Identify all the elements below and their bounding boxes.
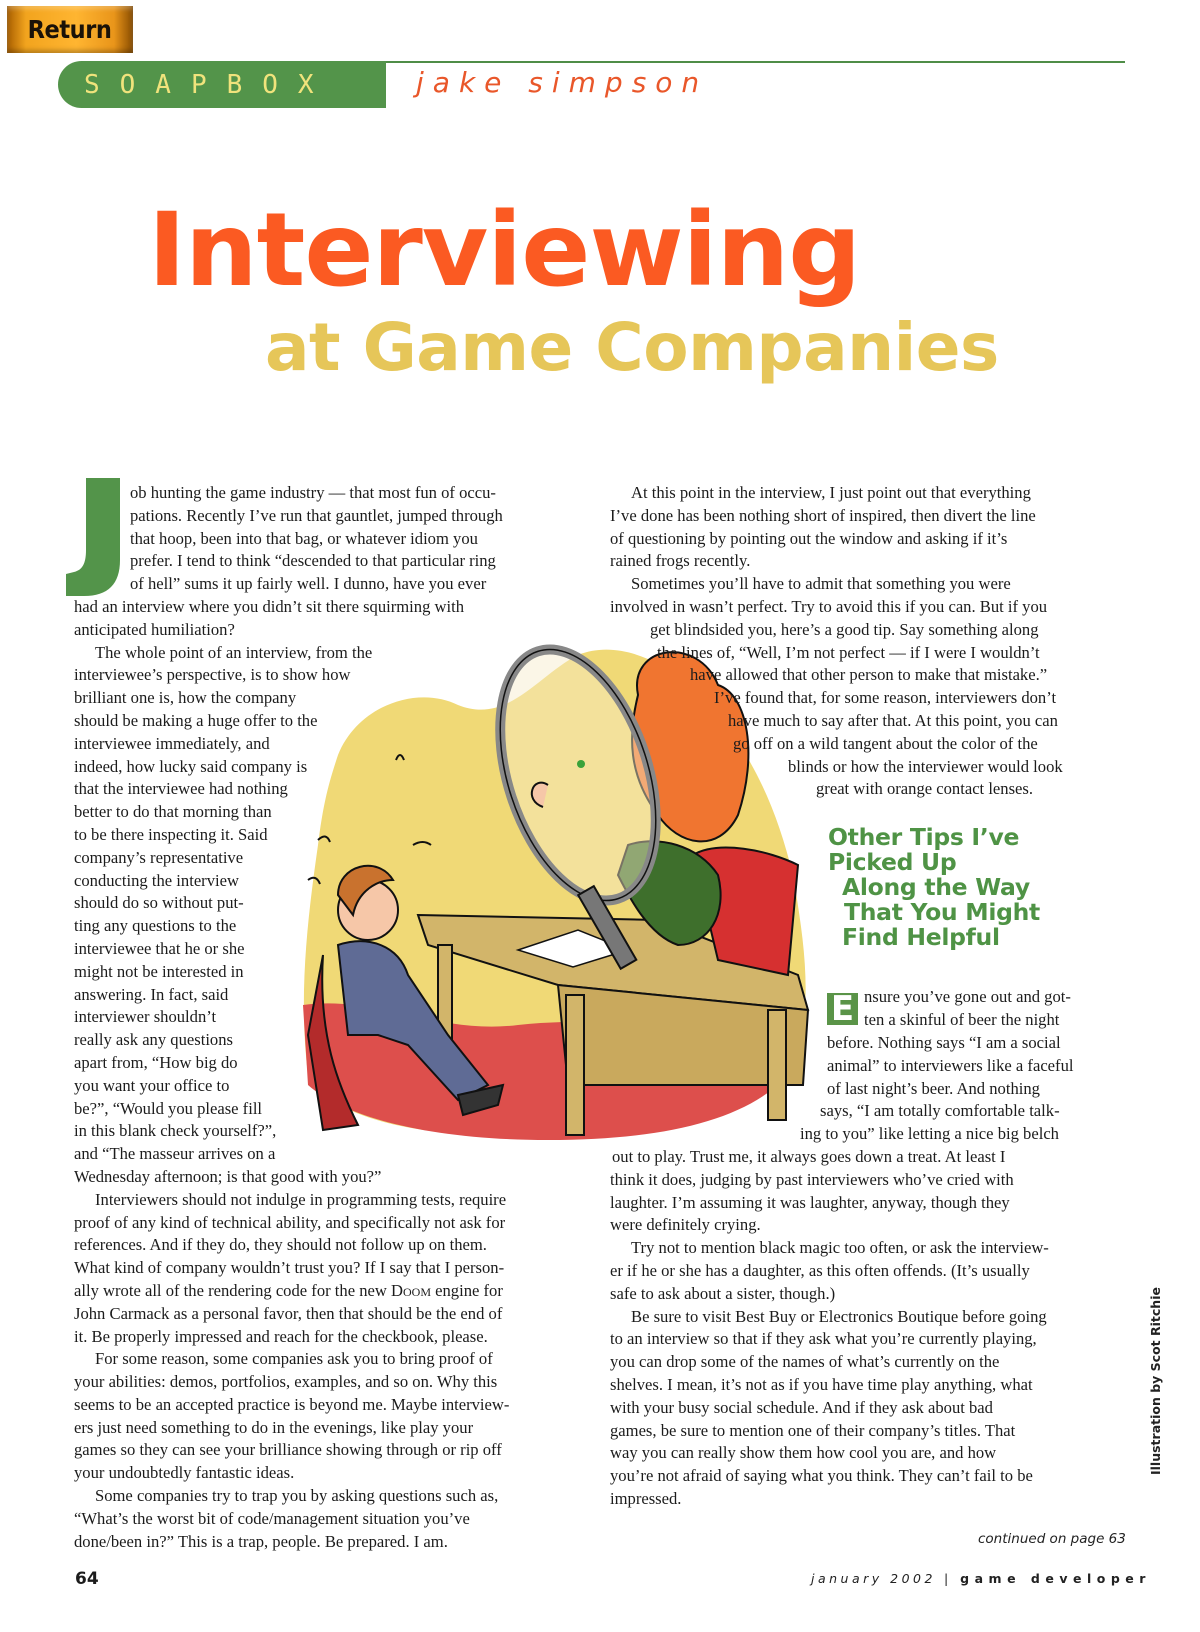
text-line: and “The masseur arrives on a bbox=[74, 1144, 276, 1164]
drop-cap-j bbox=[66, 478, 120, 596]
text-line: Wednesday afternoon; is that good with you?” bbox=[74, 1166, 382, 1186]
text-line: conducting the interview bbox=[74, 870, 239, 890]
text-line: the lines of, “Well, I’m not perfect — if I were I wouldn’t bbox=[657, 642, 1040, 662]
text-line: nsure you’ve gone out and got- bbox=[864, 987, 1071, 1006]
text-line: ob hunting the game industry — that most fun of occu- bbox=[130, 483, 496, 502]
section-label: SOAPBOX bbox=[84, 69, 334, 100]
text-line: apart from, “How big do bbox=[74, 1052, 238, 1072]
text-line: What kind of company wouldn’t trust you? If I say that I person- bbox=[74, 1258, 505, 1278]
text-line: The whole point of an interview, from the bbox=[95, 642, 373, 662]
issue-date: january 2002 bbox=[811, 1571, 936, 1586]
sidebar-heading bbox=[828, 825, 1040, 950]
tips-intro bbox=[864, 986, 1071, 1032]
right-column-top bbox=[610, 482, 1063, 801]
text-line: blinds or how the interviewer would look bbox=[788, 756, 1063, 776]
page-number: 64 bbox=[75, 1569, 99, 1589]
heading-line: That You Might bbox=[844, 898, 1040, 926]
running-footer bbox=[811, 1571, 1151, 1586]
text-line: prefer. I tend to think “descended to that particular ring bbox=[130, 551, 496, 571]
text-line: Try not to mention black magic too often, or ask the interview- bbox=[631, 1238, 1049, 1258]
text-line: interviewee that he or she bbox=[74, 938, 245, 958]
text-line: done/been in?” This is a trap, people. Be prepared. I am. bbox=[74, 1531, 448, 1551]
text-line: Interviewers should not indulge in programming tests, require bbox=[95, 1189, 507, 1209]
text-line: Sometimes you’ll have to admit that something you were bbox=[631, 574, 1011, 594]
left-column-body bbox=[74, 596, 509, 1553]
text-line: rained frogs recently. bbox=[610, 551, 751, 571]
left-column-intro bbox=[130, 482, 503, 596]
text-line: proof of any kind of technical ability, and specifically not ask for bbox=[74, 1212, 506, 1232]
text-line: should be making a huge offer to the bbox=[74, 710, 318, 730]
text-line: Some companies try to trap you by asking questions such as, bbox=[95, 1486, 499, 1506]
text-line: Be sure to visit Best Buy or Electronics Boutique before going bbox=[631, 1306, 1047, 1326]
heading-line: Find Helpful bbox=[842, 923, 1000, 951]
text-line: says, “I am totally comfortable talk- bbox=[820, 1101, 1060, 1121]
text-line: ing to you” like letting a nice big belch bbox=[800, 1124, 1059, 1144]
text-line: great with orange contact lenses. bbox=[816, 779, 1034, 799]
text-line: interviewee’s perspective, is to show how bbox=[74, 665, 351, 685]
text-line: For some reason, some companies ask you to bring proof of bbox=[95, 1349, 493, 1369]
text-line: of last night’s beer. And nothing bbox=[827, 1078, 1040, 1098]
text-line: be?”, “Would you please fill bbox=[74, 1098, 263, 1118]
text-line: go off on a wild tangent about the color of the bbox=[733, 733, 1038, 753]
text-line: you want your office to bbox=[74, 1075, 230, 1095]
text-line: indeed, how lucky said company is bbox=[74, 756, 308, 776]
text-line: that the interviewee had nothing bbox=[74, 779, 288, 799]
text-line: you’re not afraid of saying what you think. They can’t fail to be bbox=[610, 1466, 1033, 1486]
text-line: have much to say after that. At this point, you can bbox=[728, 710, 1058, 730]
tips-body bbox=[610, 1032, 1073, 1511]
text-line: answering. In fact, said bbox=[74, 984, 229, 1004]
text-line: company’s representative bbox=[74, 847, 244, 867]
text-line: really ask any questions bbox=[74, 1030, 233, 1050]
text-line: seems to be an accepted practice is beyond me. Maybe interview- bbox=[74, 1394, 510, 1414]
section-badge bbox=[58, 61, 386, 108]
text-line: that hoop, been into that bag, or whatever idiom you bbox=[130, 528, 478, 548]
text-line: involved in wasn’t perfect. Try to avoid this if you can. But if you bbox=[610, 596, 1048, 616]
footer-separator: | bbox=[943, 1571, 953, 1586]
heading-line: Other Tips I’ve bbox=[828, 823, 1020, 851]
text-line: ers just need something to do in the evenings, like play your bbox=[74, 1417, 474, 1437]
text-line: John Carmack as a personal favor, then that should be the end of bbox=[74, 1303, 503, 1323]
text-line: games, be sure to mention one of their company’s titles. That bbox=[610, 1420, 1016, 1440]
text-line: At this point in the interview, I just point out that everything bbox=[631, 483, 1031, 502]
text-line: better to do that morning than bbox=[74, 802, 272, 822]
text-line: in this blank check yourself?”, bbox=[74, 1121, 277, 1141]
doom-title: Doom bbox=[391, 1280, 431, 1300]
text-line: impressed. bbox=[610, 1488, 682, 1508]
text-line: out to play. Trust me, it always goes down a treat. At least I bbox=[612, 1146, 1006, 1166]
article-title: Interviewing bbox=[148, 191, 861, 310]
text-line: shelves. I mean, it’s not as if you have time play anything, what bbox=[610, 1374, 1033, 1394]
text-line: before. Nothing says “I am a social bbox=[827, 1033, 1061, 1052]
text-line: had an interview where you didn’t sit there squirming with bbox=[74, 597, 465, 616]
text-line: “What’s the worst bit of code/management situation you’ve bbox=[74, 1508, 470, 1528]
return-button[interactable] bbox=[7, 6, 133, 53]
text-line: way you can really show them how cool you are, and how bbox=[610, 1443, 997, 1463]
text-line: get blindsided you, here’s a good tip. Say something along bbox=[650, 619, 1039, 639]
text-line: to an interview so that if they ask what you’re currently playing, bbox=[610, 1329, 1037, 1349]
text-line: I’ve done has been nothing short of inspired, then divert the line bbox=[610, 505, 1036, 525]
text-line: with your busy social schedule. And if they ask about bad bbox=[610, 1397, 993, 1417]
text-line: your undoubtedly fantastic ideas. bbox=[74, 1463, 295, 1483]
header-rule bbox=[385, 61, 1125, 63]
text-line: were definitely crying. bbox=[610, 1215, 761, 1235]
drop-cap-e: E bbox=[827, 993, 858, 1025]
text-line: pations. Recently I’ve run that gauntlet, jumped through bbox=[130, 505, 503, 525]
text-line: anticipated humiliation? bbox=[74, 619, 235, 639]
text-line: animal” to interviewers like a faceful bbox=[827, 1055, 1074, 1075]
text-line: ten a skinful of beer the night bbox=[864, 1009, 1060, 1029]
text-line bbox=[74, 1280, 509, 1303]
text-fragment: engine for bbox=[431, 1280, 503, 1300]
text-line: it. Be properly impressed and reach for the checkbook, please. bbox=[74, 1326, 488, 1346]
text-line: might not be interested in bbox=[74, 961, 244, 981]
article-subtitle: at Game Companies bbox=[265, 309, 999, 386]
text-line: safe to ask about a sister, though.) bbox=[610, 1283, 836, 1303]
text-line: your abilities: demos, portfolios, examples, and so on. Why this bbox=[74, 1372, 498, 1392]
text-line: brilliant one is, how the company bbox=[74, 688, 297, 708]
text-line: of hell” sums it up fairly well. I dunno, have you ever bbox=[130, 574, 487, 594]
text-line: interviewee immediately, and bbox=[74, 733, 270, 753]
text-line: have allowed that other person to make that mistake.” bbox=[690, 665, 1048, 685]
continued-link[interactable]: continued on page 63 bbox=[978, 1531, 1126, 1547]
text-line: of questioning by pointing out the window and asking if it’s bbox=[610, 528, 1008, 548]
author-name: jake simpson bbox=[416, 66, 709, 99]
text-line: games so they can see your brilliance showing through or rip off bbox=[74, 1440, 502, 1460]
return-label: Return bbox=[28, 15, 112, 44]
text-line: think it does, judging by past interviewers who’ve cried with bbox=[610, 1169, 1014, 1189]
text-line: you can drop some of the names of what’s currently on the bbox=[610, 1352, 1000, 1372]
text-line: I’ve found that, for some reason, interviewers don’t bbox=[714, 688, 1057, 708]
text-line: ting any questions to the bbox=[74, 916, 237, 936]
magazine-name: game developer bbox=[960, 1571, 1151, 1586]
text-line: should do so without put- bbox=[74, 893, 244, 913]
text-line: references. And if they do, they should not follow up on them. bbox=[74, 1235, 487, 1255]
heading-line: Picked Up bbox=[828, 848, 957, 876]
text-line: to be there inspecting it. Said bbox=[74, 824, 268, 844]
illustration-credit: Illustration by Scot Ritchie bbox=[1148, 1287, 1163, 1475]
text-line: interviewer shouldn’t bbox=[74, 1007, 217, 1027]
heading-line: Along the Way bbox=[842, 873, 1030, 901]
text-line: er if he or she has a daughter, as this often offends. (It’s usually bbox=[610, 1260, 1030, 1280]
text-fragment: ally wrote all of the rendering code for the new bbox=[74, 1280, 391, 1300]
text-line: laughter. I’m assuming it was laughter, anyway, though they bbox=[610, 1192, 1010, 1212]
